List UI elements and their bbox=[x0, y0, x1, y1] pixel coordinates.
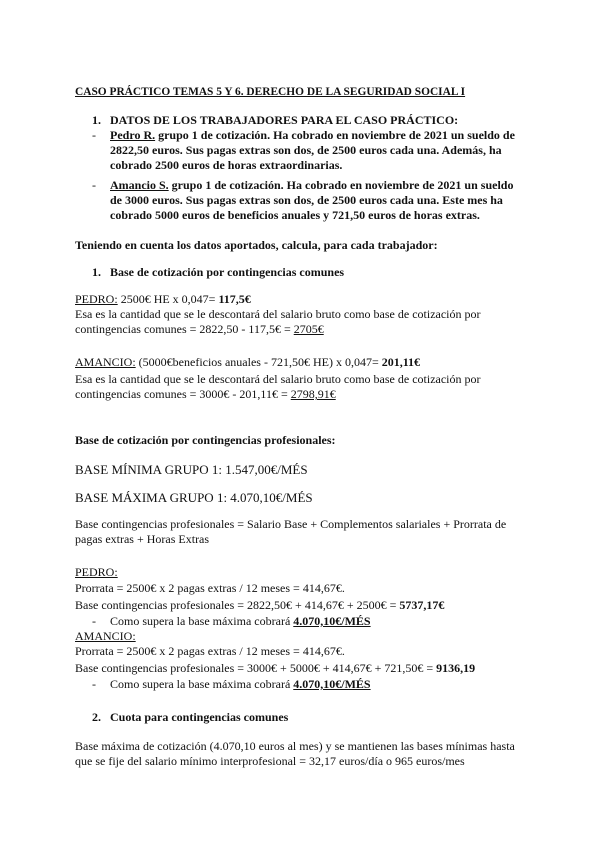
section-3-line2: que se fije del salario mínimo interprofesional = 32,17 euros/día o 965 euros/mes bbox=[75, 754, 465, 768]
professional-formula-line1: Base contingencias profesionales = Salario Base + Complementos salariales + Prorrata de bbox=[75, 517, 507, 531]
worker-amancio-text1: grupo 1 de cotización. Ha cobrado en noviembre de 2021 un sueldo bbox=[168, 178, 514, 192]
amancio-label: AMANCIO: bbox=[75, 355, 136, 369]
pedro-prof-note-result: 4.070,10€/MÉS bbox=[293, 614, 371, 628]
list-dash: - bbox=[92, 614, 96, 628]
pedro-prof-label: PEDRO: bbox=[75, 565, 118, 579]
pedro-prof-base-result: 5737,17€ bbox=[399, 598, 445, 612]
section-2-title: Base de cotización por contingencias comunes bbox=[110, 265, 345, 279]
professional-title: Base de cotización por contingencias profesionales: bbox=[75, 433, 336, 447]
amancio-prof-note-result: 4.070,10€/MÉS bbox=[293, 677, 371, 691]
amancio-prof-base-prefix: Base contingencias profesionales = 3000€ + 5000€ + 414,67€ + 721,50€ = bbox=[75, 661, 437, 675]
amancio-common-net-result: 2798,91€ bbox=[290, 387, 336, 401]
amancio-prorrata: Prorrata = 2500€ x 2 pagas extras / 12 meses = 414,67€. bbox=[75, 644, 345, 658]
worker-amancio-line2: de 3000 euros. Sus pagas extras son dos, de 2500 euros cada una. Este mes ha bbox=[110, 193, 503, 207]
worker-pedro-line1 bbox=[110, 128, 525, 143]
section-3-title: Cuota para contingencias comunes bbox=[110, 710, 289, 724]
base-minima: BASE MÍNIMA GRUPO 1: 1.547,00€/MÉS bbox=[75, 462, 308, 477]
amancio-prof-note-prefix: Como supera la base máxima cobrará bbox=[110, 677, 294, 691]
section-3-number: 2. bbox=[92, 710, 101, 724]
worker-amancio-name: Amancio S. bbox=[110, 178, 169, 192]
pedro-common-net-result: 2705€ bbox=[293, 322, 324, 336]
pedro-prof-note bbox=[110, 614, 371, 629]
list-dash: - bbox=[92, 677, 96, 691]
pedro-common-line2-prefix: contingencias comunes = 2822,50 - 117,5€ = bbox=[75, 322, 294, 336]
amancio-common-formula-text: (5000€beneficios anuales - 721,50€ HE) x 0,047= bbox=[135, 355, 382, 369]
amancio-common-result: 201,11€ bbox=[381, 355, 421, 369]
amancio-common-line2 bbox=[75, 387, 336, 402]
pedro-prof-base bbox=[75, 598, 444, 613]
list-dash: - bbox=[92, 128, 96, 142]
pedro-common-line2 bbox=[75, 322, 324, 337]
pedro-common-result: 117,5€ bbox=[218, 292, 251, 306]
section-1-number: 1. bbox=[92, 113, 101, 127]
document-heading: CASO PRÁCTICO TEMAS 5 Y 6. DERECHO DE LA SEGURIDAD SOCIAL I bbox=[75, 86, 466, 98]
amancio-common-formula bbox=[75, 355, 420, 370]
worker-pedro-text1: grupo 1 de cotización. Ha cobrado en noviembre de 2021 un sueldo de bbox=[155, 128, 515, 142]
amancio-prof-note bbox=[110, 677, 371, 692]
amancio-prof-base bbox=[75, 661, 475, 676]
worker-amancio-line3: cobrado 5000 euros de beneficios anuales y 721,50 euros de horas extras. bbox=[110, 208, 480, 222]
pedro-prof-base-prefix: Base contingencias profesionales = 2822,50€ + 414,67€ + 2500€ = bbox=[75, 598, 400, 612]
section-1-title: DATOS DE LOS TRABAJADORES PARA EL CASO PRÁCTICO: bbox=[110, 113, 459, 127]
pedro-prof-note-prefix: Como supera la base máxima cobrará bbox=[110, 614, 294, 628]
pedro-common-formula bbox=[75, 292, 251, 307]
professional-formula-line2: pagas extras + Horas Extras bbox=[75, 532, 210, 546]
worker-pedro-line3: cobrado 2500 euros de horas extraordinarias. bbox=[110, 158, 343, 172]
section-2-number: 1. bbox=[92, 265, 101, 279]
worker-pedro-name: Pedro R. bbox=[110, 128, 156, 142]
pedro-common-line1: Esa es la cantidad que se le descontará del salario bruto como base de cotización por bbox=[75, 307, 481, 321]
intro-text: Teniendo en cuenta los datos aportados, calcula, para cada trabajador: bbox=[75, 238, 438, 252]
amancio-common-line1: Esa es la cantidad que se le descontará del salario bruto como base de cotización por bbox=[75, 372, 481, 386]
list-dash: - bbox=[92, 178, 96, 192]
worker-amancio-line1 bbox=[110, 178, 513, 193]
worker-pedro-line2: 2822,50 euros. Sus pagas extras son dos, de 2500 euros cada una. Además, ha bbox=[110, 143, 502, 157]
base-maxima: BASE MÁXIMA GRUPO 1: 4.070,10€/MÉS bbox=[75, 490, 313, 505]
amancio-common-line2-prefix: contingencias comunes = 3000€ - 201,11€ = bbox=[75, 387, 291, 401]
amancio-prof-base-result: 9136,19 bbox=[436, 661, 476, 675]
pedro-label: PEDRO: bbox=[75, 292, 118, 306]
amancio-prof-label: AMANCIO: bbox=[75, 629, 136, 643]
pedro-prorrata: Prorrata = 2500€ x 2 pagas extras / 12 meses = 414,67€. bbox=[75, 581, 345, 595]
section-3-line1: Base máxima de cotización (4.070,10 euros al mes) y se mantienen las bases mínimas hasta bbox=[75, 739, 515, 753]
pedro-common-formula-text: 2500€ HE x 0,047= bbox=[117, 292, 219, 306]
